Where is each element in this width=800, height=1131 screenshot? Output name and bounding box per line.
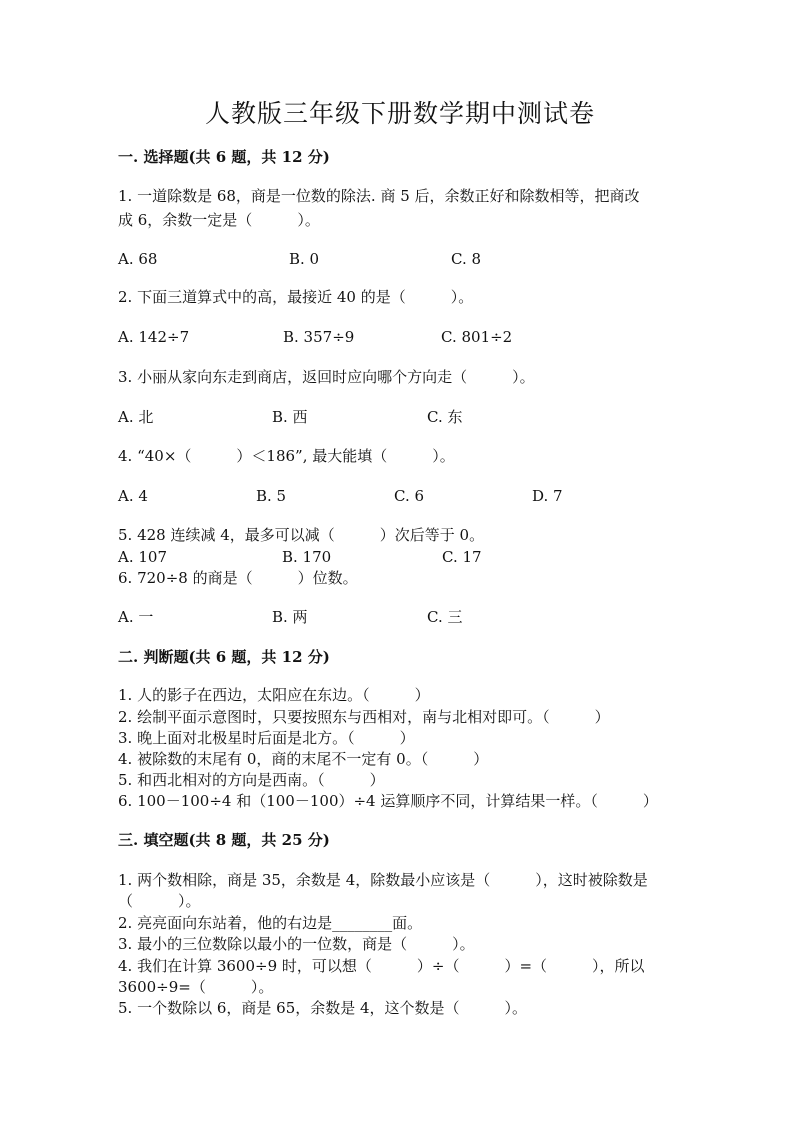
option-c: C. 三 xyxy=(427,608,463,626)
option-a: A. 北 xyxy=(118,408,154,426)
judge-item: 1. 人的影子在西边，太阳应在东边。（ ） xyxy=(118,686,430,704)
fill-item: 5. 一个数除以 6，商是 65，余数是 4，这个数是（ ）。 xyxy=(118,999,528,1017)
judge-item: 3. 晚上面对北极星时后面是北方。（ ） xyxy=(118,729,415,747)
question-text: 4. “40×（ ）＜186”, 最大能填（ ）。 xyxy=(118,447,455,465)
question-text: 2. 下面三道算式中的高，最接近 40 的是（ ）。 xyxy=(118,288,474,306)
option-c: C. 东 xyxy=(427,408,463,426)
judge-item: 4. 被除数的末尾有 0，商的末尾不一定有 0。（ ） xyxy=(118,750,489,768)
fill-item: 4. 我们在计算 3600÷9 时，可以想（ ）÷（ ）=（ ），所以 xyxy=(118,957,645,975)
judge-item: 6. 100－100÷4 和（100－100）÷4 运算顺序不同，计算结果一样。（ ） xyxy=(118,792,658,810)
fill-item: 3600÷9=（ ）。 xyxy=(118,978,274,996)
question-text: 1. 一道除数是 68，商是一位数的除法. 商 5 后，余数正好和除数相等，把商改 xyxy=(118,187,640,205)
question-text: 3. 小丽从家向东走到商店，返回时应向哪个方向走（ ）。 xyxy=(118,368,535,386)
option-c: C. 17 xyxy=(442,548,482,566)
option-a: A. 107 xyxy=(118,548,167,566)
option-a: A. 4 xyxy=(118,487,148,505)
fill-item: 1. 两个数相除，商是 35，余数是 4，除数最小应该是（ ），这时被除数是 xyxy=(118,871,648,889)
question-text: 6. 720÷8 的商是（ ）位数。 xyxy=(118,569,358,587)
option-b: B. 170 xyxy=(282,548,332,566)
fill-item: （ ）。 xyxy=(118,892,201,910)
option-b: B. 5 xyxy=(256,487,287,505)
option-a: A. 68 xyxy=(118,250,158,268)
section-heading-choice: 一. 选择题(共 6 题，共 12 分) xyxy=(118,148,330,166)
section-heading-judge: 二. 判断题(共 6 题，共 12 分) xyxy=(118,648,330,666)
option-b: B. 西 xyxy=(272,408,308,426)
question-text: 5. 428 连续减 4，最多可以减（ ）次后等于 0。 xyxy=(118,526,485,544)
option-c: C. 8 xyxy=(451,250,482,268)
judge-item: 2. 绘制平面示意图时，只要按照东与西相对，南与北相对即可。（ ） xyxy=(118,708,610,726)
option-d: D. 7 xyxy=(532,487,563,505)
judge-item: 5. 和西北相对的方向是西南。（ ） xyxy=(118,771,385,789)
option-b: B. 357÷9 xyxy=(283,328,355,346)
page-title: 人教版三年级下册数学期中测试卷 xyxy=(204,99,595,128)
option-a: A. 一 xyxy=(118,608,154,626)
option-c: C. 6 xyxy=(394,487,425,505)
fill-item: 3. 最小的三位数除以最小的一位数，商是（ ）。 xyxy=(118,935,475,953)
option-b: B. 0 xyxy=(289,250,320,268)
question-text: 成 6，余数一定是（ ）。 xyxy=(118,211,320,229)
option-a: A. 142÷7 xyxy=(118,328,190,346)
section-heading-fill: 三. 填空题(共 8 题，共 25 分) xyxy=(118,831,330,849)
option-c: C. 801÷2 xyxy=(441,328,513,346)
option-b: B. 两 xyxy=(272,608,308,626)
fill-item: 2. 亮亮面向东站着，他的右边是________面。 xyxy=(118,914,423,932)
